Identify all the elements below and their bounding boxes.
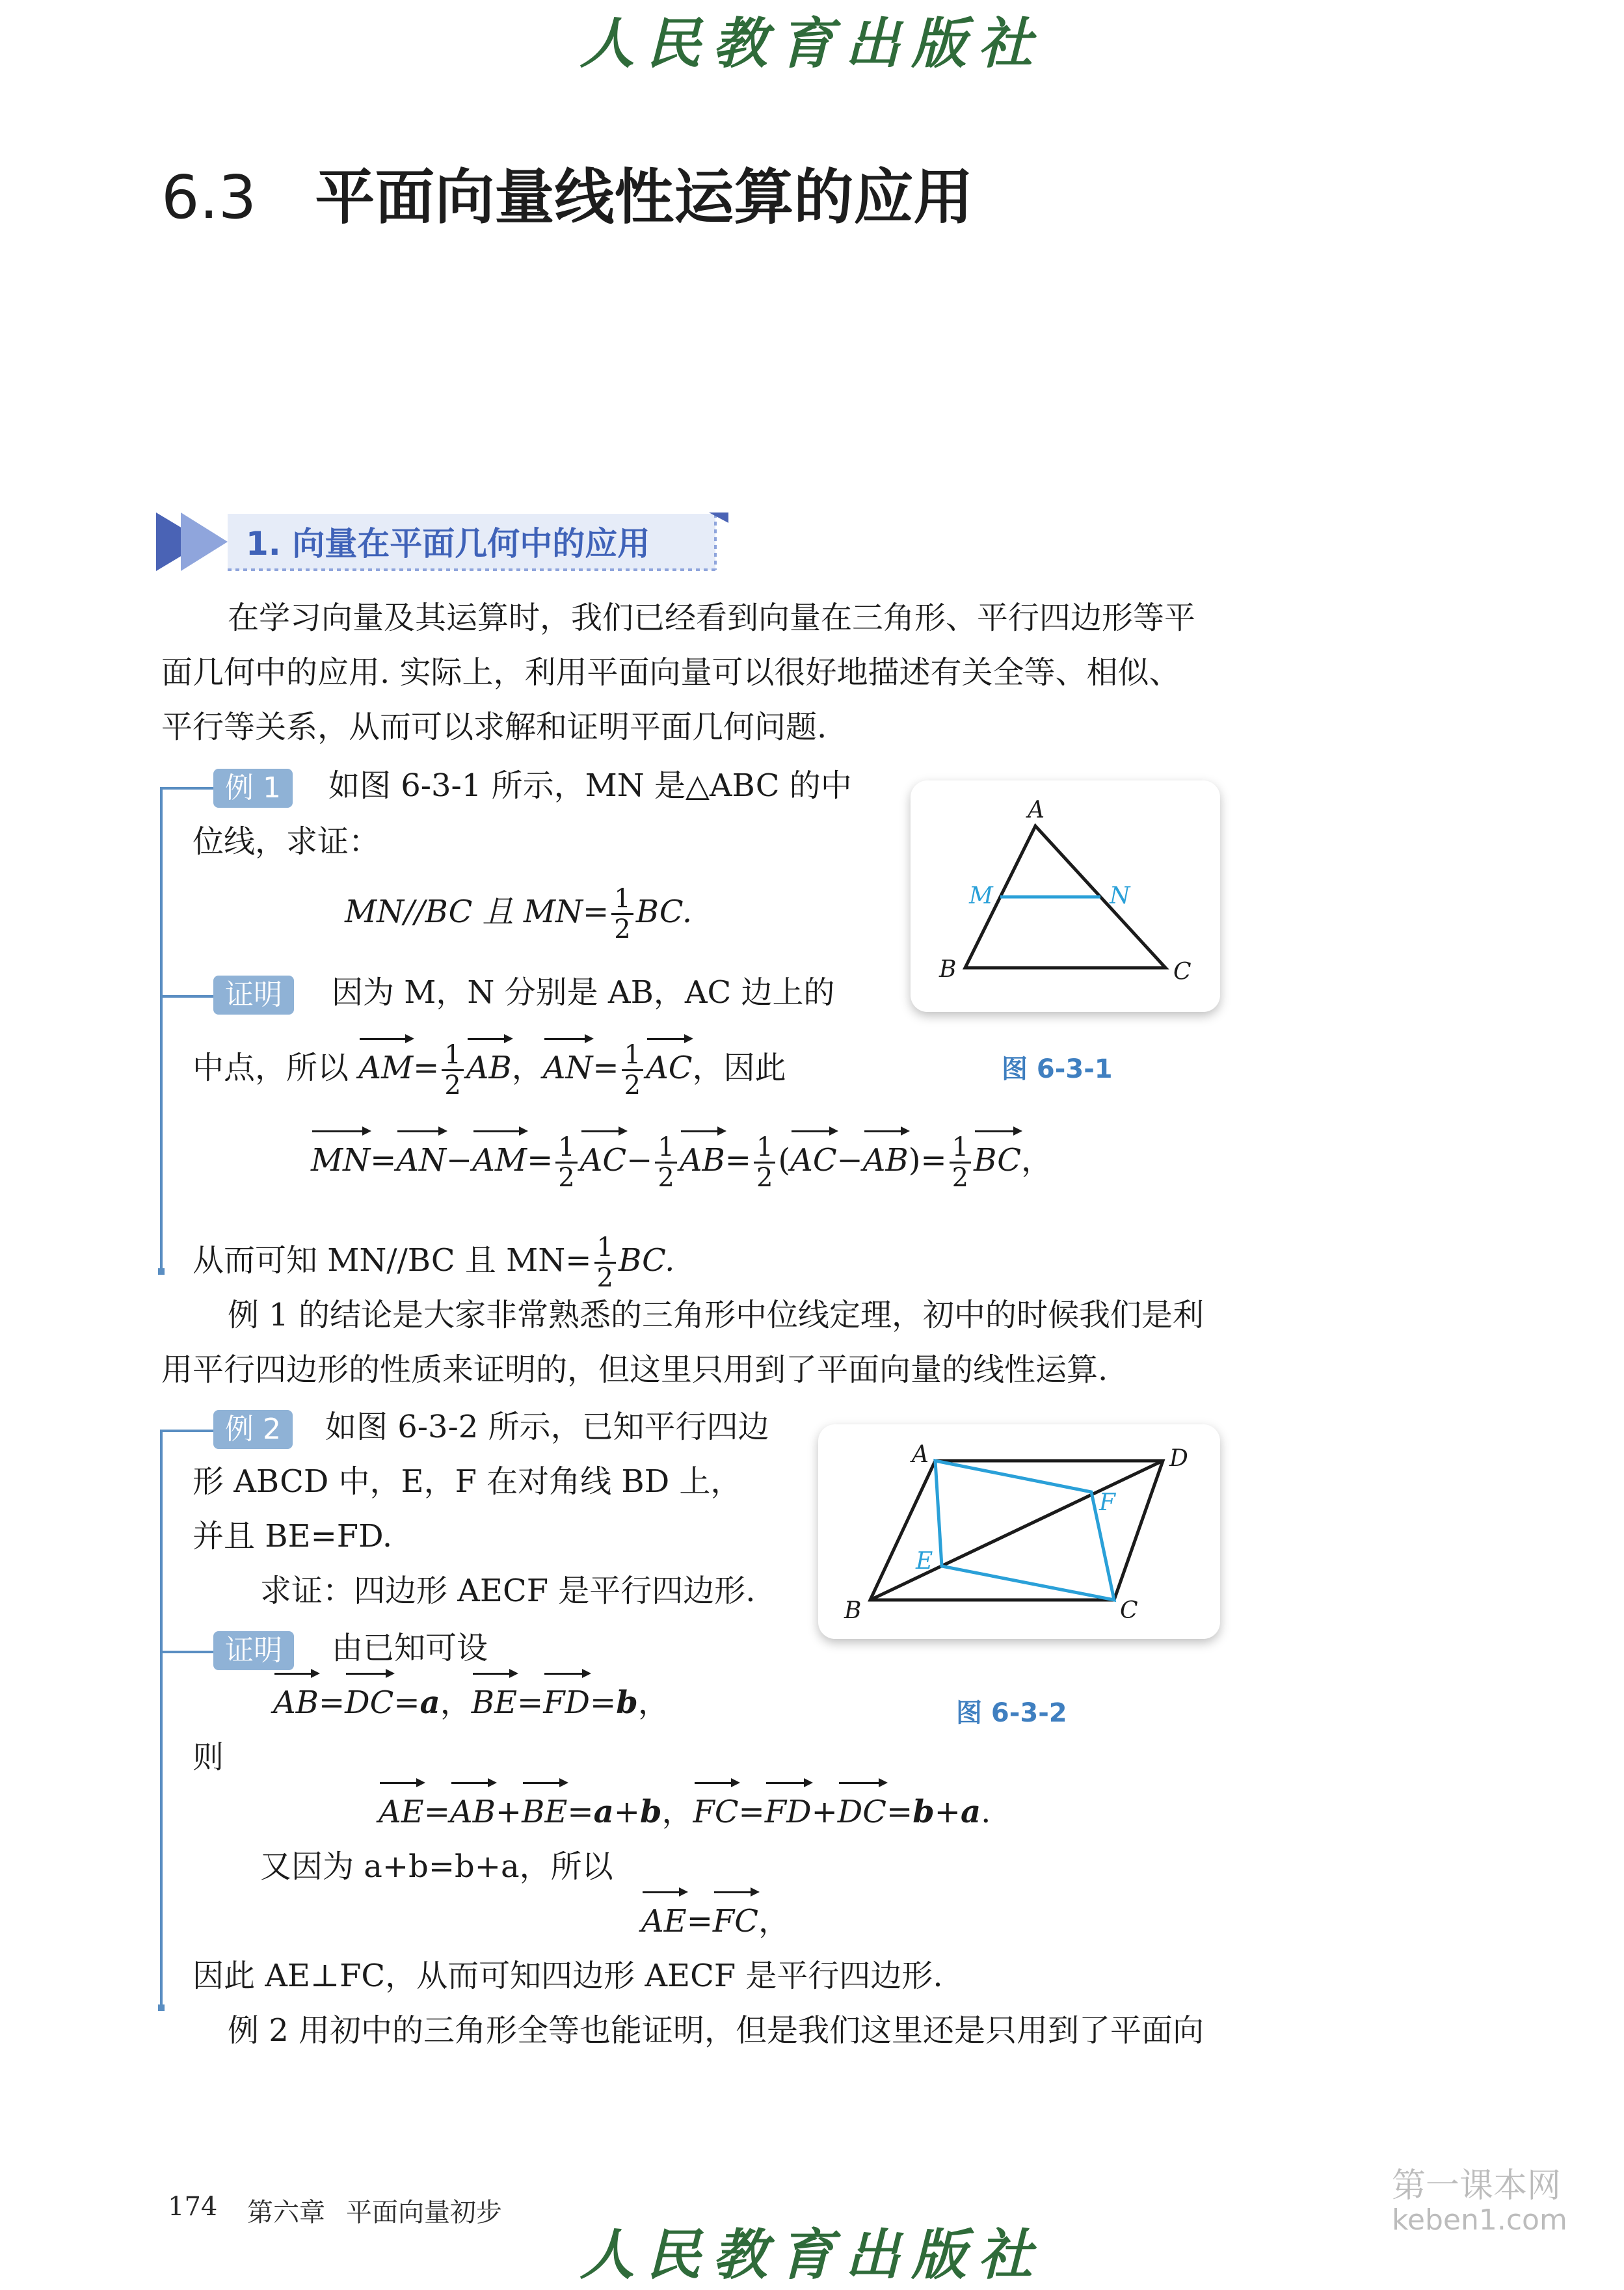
vector-sums: AE=AB+BE=a+b，FC=FD+DC=b+a. (379, 1785, 991, 1839)
example1-bracket (160, 788, 163, 1273)
triangle-figure (911, 780, 1220, 1012)
proof2-conclusion: 因此 AE⊥FC，从而可知四边形 AECF 是平行四边形. (193, 1958, 943, 1994)
example2-line-4: 求证：四边形 AECF 是平行四边形. (260, 1573, 756, 1609)
label-a: A (912, 1441, 929, 1468)
proof1-line-2-pre: 中点，所以 (193, 1050, 349, 1086)
watermark-url: keben1.com (1392, 2203, 1567, 2237)
label-m: M (969, 883, 993, 909)
label-b: B (939, 956, 957, 983)
label-c: C (1173, 959, 1191, 985)
example1-end-mark (158, 1268, 165, 1275)
proof2-then: 则 (193, 1739, 224, 1776)
intro-line-2: 面几何中的应用. 实际上，利用平面向量可以很好地描述有关全等、相似、 (161, 654, 1180, 691)
vector-equation-mn: MN=AN−AM= $\frac{1}{2}$ AC− $\frac{1}{2}$ AB= $\frac{1}{2}$ (AC−AB)= $\frac{1}{2}$ BC， (311, 1132, 1053, 1193)
intro-line-1: 在学习向量及其运算时，我们已经看到向量在三角形、平行四边形等平 (228, 600, 1196, 636)
intro-line-3: 平行等关系，从而可以求解和证明平面几何问题. (161, 709, 827, 745)
example2-tag: 例 2 (213, 1410, 293, 1449)
remark2-line-1: 例 2 用初中的三角形全等也能证明，但是我们这里还是只用到了平面向 (228, 2012, 1205, 2049)
section-title (161, 150, 973, 235)
proof1-line-2: 中点，所以 AM= $\frac{1}{2}$ AB，AN= $\frac{1}{2}$ AC，因此 (193, 1040, 786, 1100)
vector-equality: AE=FC， (641, 1894, 790, 1949)
example1-claim (345, 885, 692, 944)
section-title-text: 平面向量线性运算的应用 (315, 163, 974, 232)
fraction-one-half: $\frac{1}{2}$ (611, 885, 633, 944)
example2-end-mark (158, 2004, 165, 2011)
parallelogram-figure (818, 1424, 1220, 1639)
figure-6-3-1-box (911, 780, 1220, 1012)
figure-6-3-2-caption: 图 6-3-2 (956, 1698, 1067, 1728)
figure-6-3-1-caption: 图 6-3-1 (1002, 1054, 1113, 1084)
proof1-bracket-top (160, 995, 219, 998)
figure-6-3-2-box (818, 1424, 1220, 1639)
example1-line-1: 如图 6-3-1 所示，MN 是△ABC 的中 (328, 767, 852, 804)
section-label: 1. 向量在平面几何中的应用 (246, 525, 650, 563)
chapter-title: 平面向量初步 (346, 2198, 502, 2228)
claim-tail: BC. (635, 894, 693, 930)
label-n: N (1110, 883, 1130, 909)
proof2-commutative: 又因为 a+b=b+a，所以 (260, 1848, 613, 1885)
remark1-line-1: 例 1 的结论是大家非常熟悉的三角形中位线定理，初中的时候我们是利 (228, 1297, 1205, 1333)
label-a: A (1028, 797, 1045, 823)
publisher-logo: 人民教育出版社 (579, 11, 1045, 75)
proof2-bracket-top (160, 1651, 219, 1653)
example2-line-2: 形 ABCD 中，E，F 在对角线 BD 上， (193, 1463, 742, 1500)
proof1-conclusion: 从而可知 MN//BC 且 MN= $\frac{1}{2}$ BC. (193, 1232, 675, 1293)
example1-bracket-top (160, 787, 219, 790)
label-e: E (916, 1548, 933, 1575)
proof2-tag: 证明 (213, 1631, 294, 1670)
label-d: D (1169, 1445, 1188, 1472)
vector-definitions: AB=DC=a，BE=FD=b， (273, 1675, 669, 1730)
proof1-line-1: 因为 M，N 分别是 AB，AC 边上的 (332, 974, 835, 1011)
remark1-line-2: 用平行四边形的性质来证明的，但这里只用到了平面向量的线性运算. (161, 1351, 1108, 1388)
section-number: 6.3 (161, 163, 257, 232)
proof2-line-1: 由已知可设 (332, 1630, 488, 1666)
chapter-label: 第六章 (247, 2198, 325, 2228)
page-number: 174 (168, 2192, 218, 2222)
example2-bracket (160, 1431, 163, 2010)
example2-bracket-top (160, 1430, 219, 1432)
example2-line-3: 并且 BE=FD. (193, 1518, 393, 1554)
label-f: F (1099, 1489, 1115, 1516)
proof1-conclusion-pre: 从而可知 MN//BC 且 MN= (193, 1242, 592, 1279)
example1-tag: 例 1 (213, 769, 293, 808)
proof1-line-2-post: ，因此 (692, 1050, 786, 1086)
example1-line-2: 位线，求证： (193, 823, 380, 860)
claim-text: MN//BC 且 MN= (345, 894, 609, 930)
example2-line-1: 如图 6-3-2 所示，已知平行四边 (325, 1409, 769, 1445)
watermark-title: 第一课本网 (1392, 2166, 1562, 2205)
proof1-conclusion-post: BC. (618, 1242, 675, 1279)
label-c: C (1120, 1597, 1138, 1624)
label-b: B (844, 1597, 862, 1624)
publisher-logo-footer: 人民教育出版社 (579, 2222, 1045, 2287)
proof1-tag: 证明 (213, 976, 294, 1015)
